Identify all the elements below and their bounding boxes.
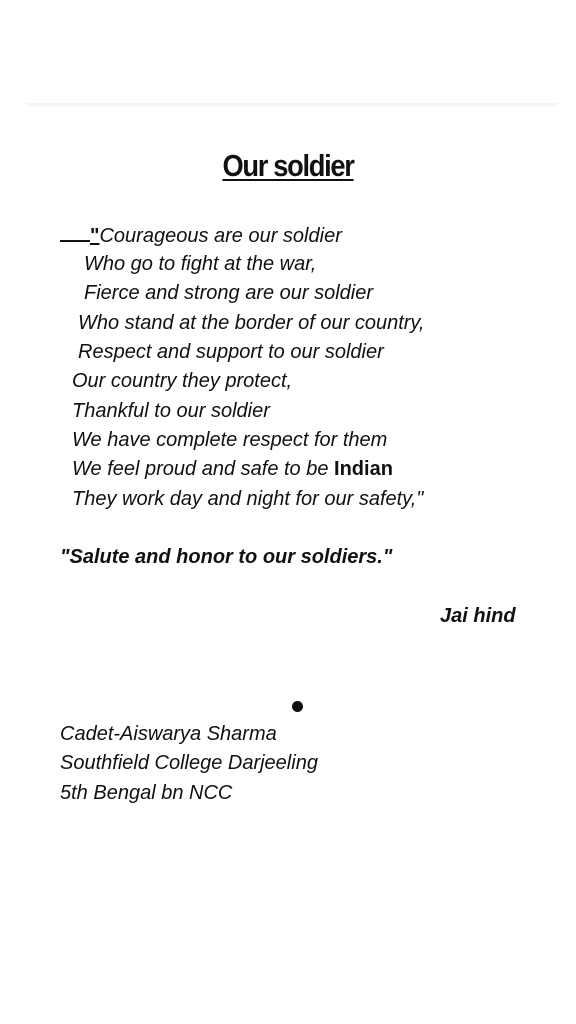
emphasis-word: Indian — [334, 458, 393, 480]
leading-underline — [60, 222, 90, 242]
poem-line-9 — [72, 456, 393, 482]
signature-unit: 5th Bengal bn NCC — [60, 782, 233, 804]
poem-line-10: They work day and night for our safety," — [72, 488, 424, 510]
poem-line-7: Thankful to our soldier — [72, 400, 270, 422]
poem-line-5: Respect and support to our soldier — [78, 341, 384, 363]
slogan: "Salute and honor to our soldiers." — [60, 546, 393, 568]
poem-line-6: Our country they protect, — [72, 370, 293, 392]
poem-title: Our soldier — [222, 148, 354, 183]
poem-line-4: Who stand at the border of our country, — [78, 312, 425, 334]
top-divider — [26, 103, 558, 107]
poem-line-3: Fierce and strong are our soldier — [84, 282, 374, 304]
bullet-dot — [292, 701, 303, 712]
poem-line-8: We have complete respect for them — [72, 429, 388, 451]
poem-line-1-text: Courageous are our soldier — [99, 225, 342, 247]
poem-line-9-text: We feel proud and safe to be — [72, 458, 335, 480]
signature-college: Southfield College Darjeeling — [60, 752, 318, 774]
opening-quote: " — [90, 225, 100, 247]
poem-line-1 — [60, 222, 342, 249]
closing-salutation: Jai hind — [440, 605, 516, 627]
signature-name: Cadet-Aiswarya Sharma — [60, 723, 277, 745]
poem-line-2: Who go to fight at the war, — [84, 253, 317, 275]
